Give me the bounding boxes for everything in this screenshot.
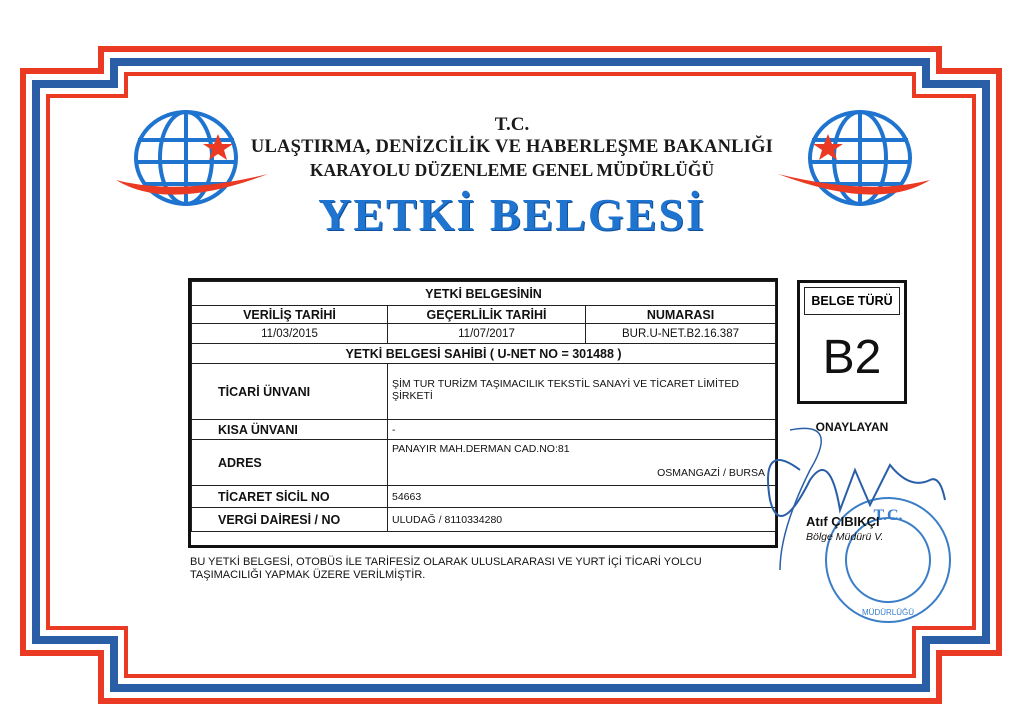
trade-name-value: ŞİM TUR TURİZM TAŞIMACILIK TEKSTİL SANAYİ VE TİCARET LİMİTED ŞİRKETİ — [388, 364, 776, 420]
tax-office-value: ULUDAĞ / 8110334280 — [388, 508, 776, 532]
holder-title: YETKİ BELGESİ SAHİBİ ( U-NET NO = 301488 ) — [192, 344, 776, 364]
certificate-type-box — [797, 280, 907, 404]
signer-title: Bölge Müdürü V. — [806, 531, 884, 543]
certificate-number: BUR.U-NET.B2.16.387 — [586, 324, 776, 344]
trade-registry-value: 54663 — [388, 486, 776, 508]
certificate-info-table — [188, 278, 778, 548]
certificate-footer — [190, 556, 750, 582]
short-name-value: - — [388, 420, 776, 440]
directorate-name: KARAYOLU DÜZENLEME GENEL MÜDÜRLÜĞÜ — [309, 160, 715, 180]
address-cell — [388, 440, 776, 486]
certificate-type-value: B2 — [822, 331, 882, 384]
header-tc: T.C. — [494, 114, 530, 135]
signer-name: Atıf ÇIBIKÇI — [806, 514, 880, 529]
ministry-name: ULAŞTIRMA, DENİZCİLİK VE HABERLEŞME BAKANLIĞI — [250, 137, 774, 157]
footer-line-1: BU YETKİ BELGESİ, OTOBÜS İLE TARİFESİZ OLARAK ULUSLARARASI VE YURT İÇİ TİCARİ YOLCU — [190, 556, 702, 568]
tax-office-label: VERGİ DAİRESİ / NO — [192, 508, 388, 532]
footer-line-2: TAŞIMACILIĞI YAPMAK ÜZERE VERİLMİŞTİR. — [190, 569, 426, 581]
issue-date: 11/03/2015 — [192, 324, 388, 344]
short-name-label: KISA ÜNVANI — [192, 420, 388, 440]
svg-text:MÜDÜRLÜĞÜ: MÜDÜRLÜĞÜ — [862, 608, 914, 617]
address-label: ADRES — [192, 440, 388, 486]
column-header-issue-date: VERİLİŞ TARİHİ — [192, 306, 388, 324]
column-header-validity-date: GEÇERLİLİK TARİHİ — [388, 306, 586, 324]
address-line: PANAYIR MAH.DERMAN CAD.NO:81 — [392, 443, 570, 455]
address-city: OSMANGAZİ / BURSA — [657, 467, 766, 479]
section-title: YETKİ BELGESİNİN — [192, 282, 776, 306]
trade-registry-label: TİCARET SİCİL NO — [192, 486, 388, 508]
trade-name-label: TİCARİ ÜNVANI — [192, 364, 388, 420]
column-header-number: NUMARASI — [586, 306, 776, 324]
approver-label: ONAYLAYAN — [815, 420, 889, 434]
validity-date: 11/07/2017 — [388, 324, 586, 344]
svg-text:T.C.: T.C. — [873, 507, 903, 524]
certificate-title: YETKİ BELGESİ — [318, 189, 706, 240]
certificate-type-label: BELGE TÜRÜ — [804, 287, 900, 315]
